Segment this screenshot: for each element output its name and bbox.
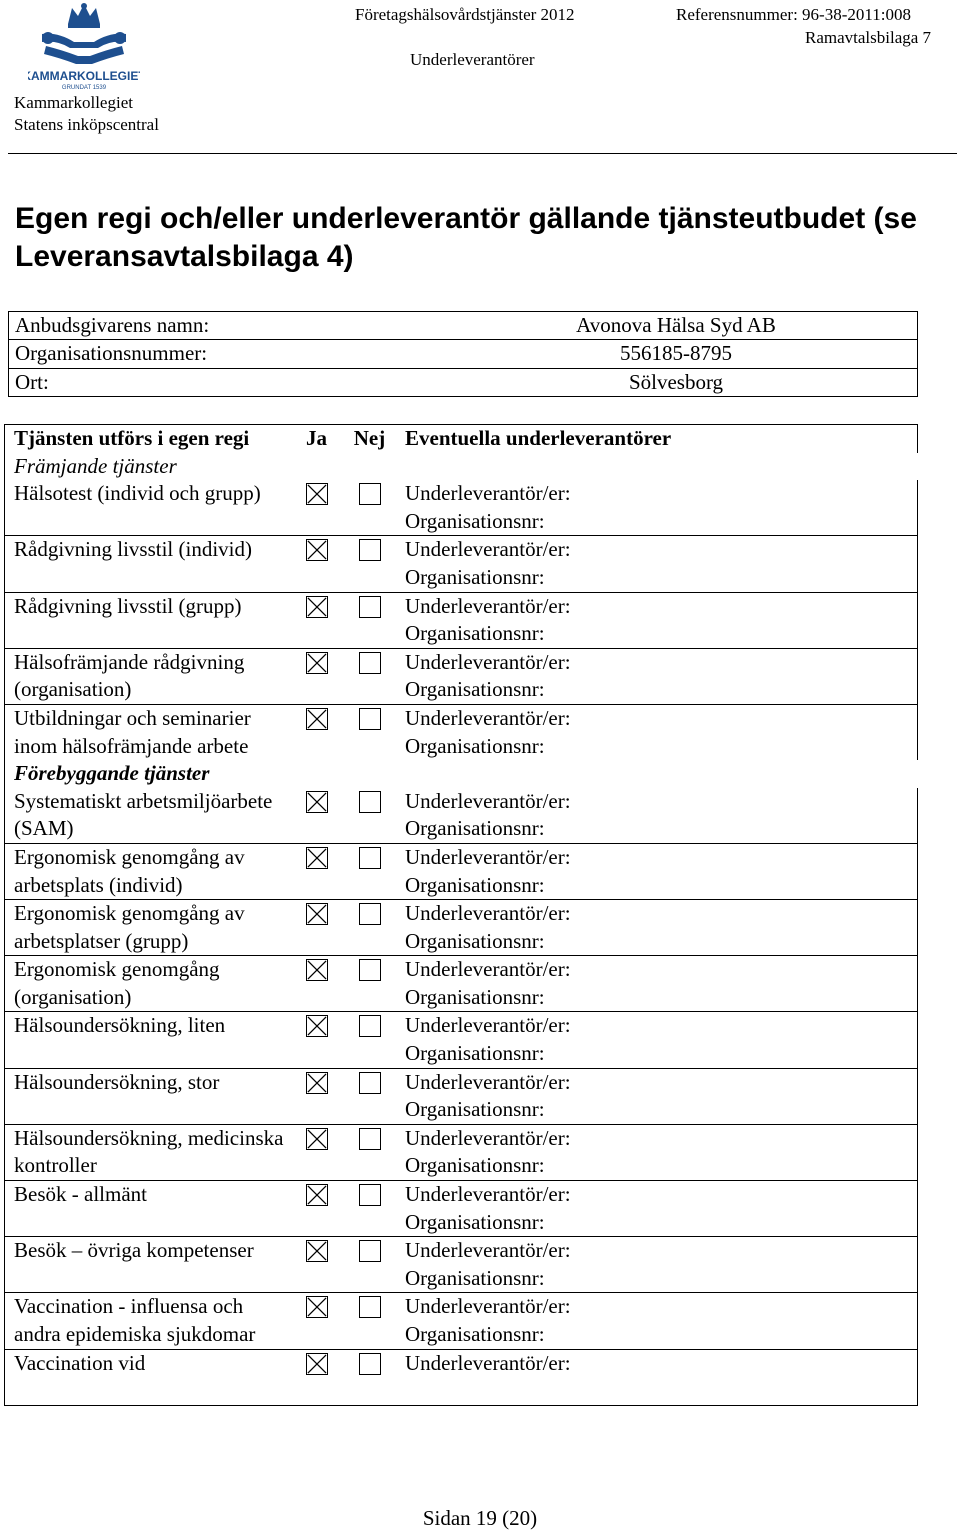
reference-number: Referensnummer: 96-38-2011:008: [676, 5, 911, 24]
table-row: [5, 592, 918, 648]
nej-checkbox[interactable]: [359, 708, 381, 730]
subcontractor-label: Underleverantör/er:: [405, 1294, 571, 1319]
subcontractor-cell: [396, 788, 918, 844]
org-number-label: Organisationsnr:: [405, 984, 545, 1009]
col-sub-header: Eventuella underleverantörer: [396, 425, 918, 453]
subcontractor-label: Underleverantör/er:: [405, 1238, 571, 1263]
nej-cell: [343, 1237, 396, 1293]
ja-checkbox[interactable]: [306, 652, 328, 674]
svg-text:GRUNDAT 1539: GRUNDAT 1539: [61, 85, 107, 90]
org-number-label: Organisationsnr:: [405, 1153, 545, 1178]
org-number-label: Organisationsnr:: [405, 1097, 545, 1122]
ja-cell: [290, 1349, 343, 1405]
org-number-label: Organisationsnr:: [405, 564, 545, 589]
subcontractor-label: Underleverantör/er:: [405, 1013, 571, 1038]
subcontractor-label: Underleverantör/er:: [405, 844, 571, 869]
service-name: Besök – övriga kompetenser: [5, 1237, 291, 1293]
header-rule: [8, 153, 957, 154]
info-row: [9, 368, 918, 396]
org-number-label: Organisationsnr:: [405, 621, 545, 646]
nej-cell: [343, 480, 396, 536]
ja-cell: [290, 1012, 343, 1068]
ja-checkbox[interactable]: [306, 903, 328, 925]
nej-cell: [343, 788, 396, 844]
info-row: [9, 312, 918, 340]
org-number-label: Organisationsnr:: [405, 872, 545, 897]
nej-checkbox[interactable]: [359, 1072, 381, 1094]
section-row: [5, 453, 918, 481]
col-service-header: Tjänsten utförs i egen regi: [5, 425, 291, 453]
ja-cell: [290, 1124, 343, 1180]
info-label: Anbudsgivarens namn:: [9, 312, 436, 340]
subcontractor-cell: [396, 1124, 918, 1180]
kammarkollegiet-logo: [28, 2, 140, 90]
info-label: Organisationsnummer:: [9, 340, 436, 368]
nej-cell: [343, 648, 396, 704]
table-row: [5, 1349, 918, 1405]
service-name: Rådgivning livsstil (grupp): [5, 592, 291, 648]
service-name: Hälsoundersökning, liten: [5, 1012, 291, 1068]
ja-cell: [290, 1237, 343, 1293]
ja-checkbox[interactable]: [306, 847, 328, 869]
table-row: [5, 1012, 918, 1068]
subcontractor-label: Underleverantör/er:: [405, 901, 571, 926]
col-ja-header: Ja: [290, 425, 343, 453]
section-title: Främjande tjänster: [14, 453, 177, 478]
subcontractor-cell: [396, 704, 918, 760]
table-row: [5, 843, 918, 899]
nej-checkbox[interactable]: [359, 1015, 381, 1037]
nej-cell: [343, 1124, 396, 1180]
subcontractor-label: Underleverantör/er:: [405, 1125, 571, 1150]
ja-checkbox[interactable]: [306, 1128, 328, 1150]
service-name: Hälsotest (individ och grupp): [5, 480, 291, 536]
subcontractor-cell: [396, 1293, 918, 1349]
ja-cell: [290, 480, 343, 536]
service-name: Ergonomisk genomgång av arbetsplats (individ): [5, 843, 291, 899]
subcontractor-cell: [396, 1012, 918, 1068]
page-number: Sidan 19 (20): [422, 1506, 538, 1530]
ja-checkbox[interactable]: [306, 791, 328, 813]
ja-cell: [290, 1181, 343, 1237]
table-header-row: [5, 425, 918, 453]
ja-cell: [290, 1068, 343, 1124]
service-name: Hälsoundersökning, medicinska kontroller: [5, 1124, 291, 1180]
ja-checkbox[interactable]: [306, 1240, 328, 1262]
org-number-label: Organisationsnr:: [405, 733, 545, 758]
subcontractor-label: Underleverantör/er:: [405, 537, 571, 562]
service-name: Hälsofrämjande rådgivning (organisation): [5, 648, 291, 704]
ja-cell: [290, 648, 343, 704]
info-label: Ort:: [9, 368, 436, 396]
ja-cell: [290, 704, 343, 760]
subcontractor-label: Underleverantör/er:: [405, 649, 571, 674]
info-row: [9, 340, 918, 368]
ja-checkbox[interactable]: [306, 483, 328, 505]
section-title: Förebyggande tjänster: [14, 761, 210, 786]
appendix-label: Ramavtalsbilaga 7: [805, 28, 932, 47]
ja-cell: [290, 592, 343, 648]
doc-subtitle-header: Underleverantörer: [410, 50, 535, 69]
nej-checkbox[interactable]: [359, 652, 381, 674]
subcontractor-label: Underleverantör/er:: [405, 1069, 571, 1094]
table-row: [5, 536, 918, 592]
nej-checkbox[interactable]: [359, 1240, 381, 1262]
ja-checkbox[interactable]: [306, 708, 328, 730]
table-row: [5, 480, 918, 536]
table-row: [5, 648, 918, 704]
nej-checkbox[interactable]: [359, 959, 381, 981]
service-name: Hälsoundersökning, stor: [5, 1068, 291, 1124]
org-number-label: Organisationsnr:: [405, 928, 545, 953]
services-table: [4, 424, 918, 1406]
org-number-label: Organisationsnr:: [405, 508, 545, 533]
service-name: Systematiskt arbetsmiljöarbete (SAM): [5, 788, 291, 844]
org-number-label: Organisationsnr:: [405, 1322, 545, 1346]
nej-cell: [343, 843, 396, 899]
subcontractor-cell: [396, 592, 918, 648]
subcontractor-label: Underleverantör/er:: [405, 957, 571, 982]
nej-checkbox[interactable]: [359, 1184, 381, 1206]
nej-cell: [343, 956, 396, 1012]
ja-checkbox[interactable]: [306, 539, 328, 561]
nej-checkbox[interactable]: [359, 1128, 381, 1150]
table-row: [5, 900, 918, 956]
org-number-label: Organisationsnr:: [405, 1265, 545, 1290]
nej-cell: [343, 704, 396, 760]
nej-checkbox[interactable]: [359, 1353, 381, 1375]
service-name: Besök - allmänt: [5, 1181, 291, 1237]
info-value: Avonova Hälsa Syd AB: [435, 312, 918, 340]
ja-cell: [290, 843, 343, 899]
table-row: [5, 1068, 918, 1124]
service-name: Utbildningar och seminarier inom hälsofrämjande arbete: [5, 704, 291, 760]
subcontractor-cell: [396, 536, 918, 592]
ja-cell: [290, 956, 343, 1012]
section-row: [5, 760, 918, 788]
nej-checkbox[interactable]: [359, 1296, 381, 1318]
service-name: Vaccination vid: [5, 1349, 291, 1405]
service-name: Rådgivning livsstil (individ): [5, 536, 291, 592]
ja-cell: [290, 536, 343, 592]
org-subname: Statens inköpscentral: [14, 115, 159, 134]
service-name: Vaccination - influensa och andra epidemiska sjukdomar: [5, 1293, 291, 1349]
ja-checkbox[interactable]: [306, 1015, 328, 1037]
nej-checkbox[interactable]: [359, 791, 381, 813]
org-number-label: Organisationsnr:: [405, 1041, 545, 1066]
service-name: Ergonomisk genomgång av arbetsplatser (grupp): [5, 900, 291, 956]
org-name: Kammarkollegiet: [14, 93, 133, 112]
ja-cell: [290, 1293, 343, 1349]
info-value: 556185-8795: [435, 340, 918, 368]
subcontractor-cell: [396, 1068, 918, 1124]
service-name: Ergonomisk genomgång (organisation): [5, 956, 291, 1012]
org-number-label: Organisationsnr:: [405, 816, 545, 841]
subcontractor-label: Underleverantör/er:: [405, 705, 571, 730]
subcontractor-label: Underleverantör/er:: [405, 1350, 571, 1375]
nej-cell: [343, 536, 396, 592]
ja-cell: [290, 788, 343, 844]
subcontractor-cell: [396, 956, 918, 1012]
subcontractor-label: Underleverantör/er:: [405, 1182, 571, 1207]
nej-checkbox[interactable]: [359, 596, 381, 618]
subcontractor-cell: [396, 648, 918, 704]
nej-cell: [343, 1068, 396, 1124]
ja-checkbox[interactable]: [306, 596, 328, 618]
table-row: [5, 788, 918, 844]
table-row: [5, 1293, 918, 1349]
table-row: [5, 1237, 918, 1293]
bidder-info-table: [8, 311, 918, 397]
doc-title-header: Företagshälsovårdstjänster 2012: [355, 5, 575, 24]
page-title: Egen regi och/eller underleverantör gällande tjänsteutbudet (se Leveransavtalsbilaga 4): [15, 202, 917, 273]
subcontractor-cell: [396, 900, 918, 956]
ja-checkbox[interactable]: [306, 1072, 328, 1094]
nej-cell: [343, 1349, 396, 1405]
table-row: [5, 704, 918, 760]
table-row: [5, 1124, 918, 1180]
nej-cell: [343, 592, 396, 648]
subcontractor-label: Underleverantör/er:: [405, 481, 571, 506]
nej-cell: [343, 1012, 396, 1068]
svg-text:KAMMARKOLLEGIET: KAMMARKOLLEGIET: [28, 69, 140, 83]
nej-checkbox[interactable]: [359, 847, 381, 869]
nej-checkbox[interactable]: [359, 483, 381, 505]
subcontractor-cell: [396, 843, 918, 899]
table-row: [5, 1181, 918, 1237]
subcontractor-label: Underleverantör/er:: [405, 788, 571, 813]
nej-cell: [343, 1181, 396, 1237]
ja-checkbox[interactable]: [306, 1184, 328, 1206]
col-nej-header: Nej: [343, 425, 396, 453]
ja-checkbox[interactable]: [306, 959, 328, 981]
subcontractor-cell: [396, 1349, 918, 1405]
info-value: Sölvesborg: [435, 368, 918, 396]
nej-cell: [343, 1293, 396, 1349]
subcontractor-cell: [396, 1181, 918, 1237]
nej-cell: [343, 900, 396, 956]
org-number-label: Organisationsnr:: [405, 677, 545, 702]
subcontractor-label: Underleverantör/er:: [405, 593, 571, 618]
subcontractor-cell: [396, 1237, 918, 1293]
nej-checkbox[interactable]: [359, 903, 381, 925]
subcontractor-cell: [396, 480, 918, 536]
nej-checkbox[interactable]: [359, 539, 381, 561]
ja-checkbox[interactable]: [306, 1353, 328, 1375]
ja-checkbox[interactable]: [306, 1296, 328, 1318]
org-number-label: Organisationsnr:: [405, 1209, 545, 1234]
ja-cell: [290, 900, 343, 956]
table-row: [5, 956, 918, 1012]
